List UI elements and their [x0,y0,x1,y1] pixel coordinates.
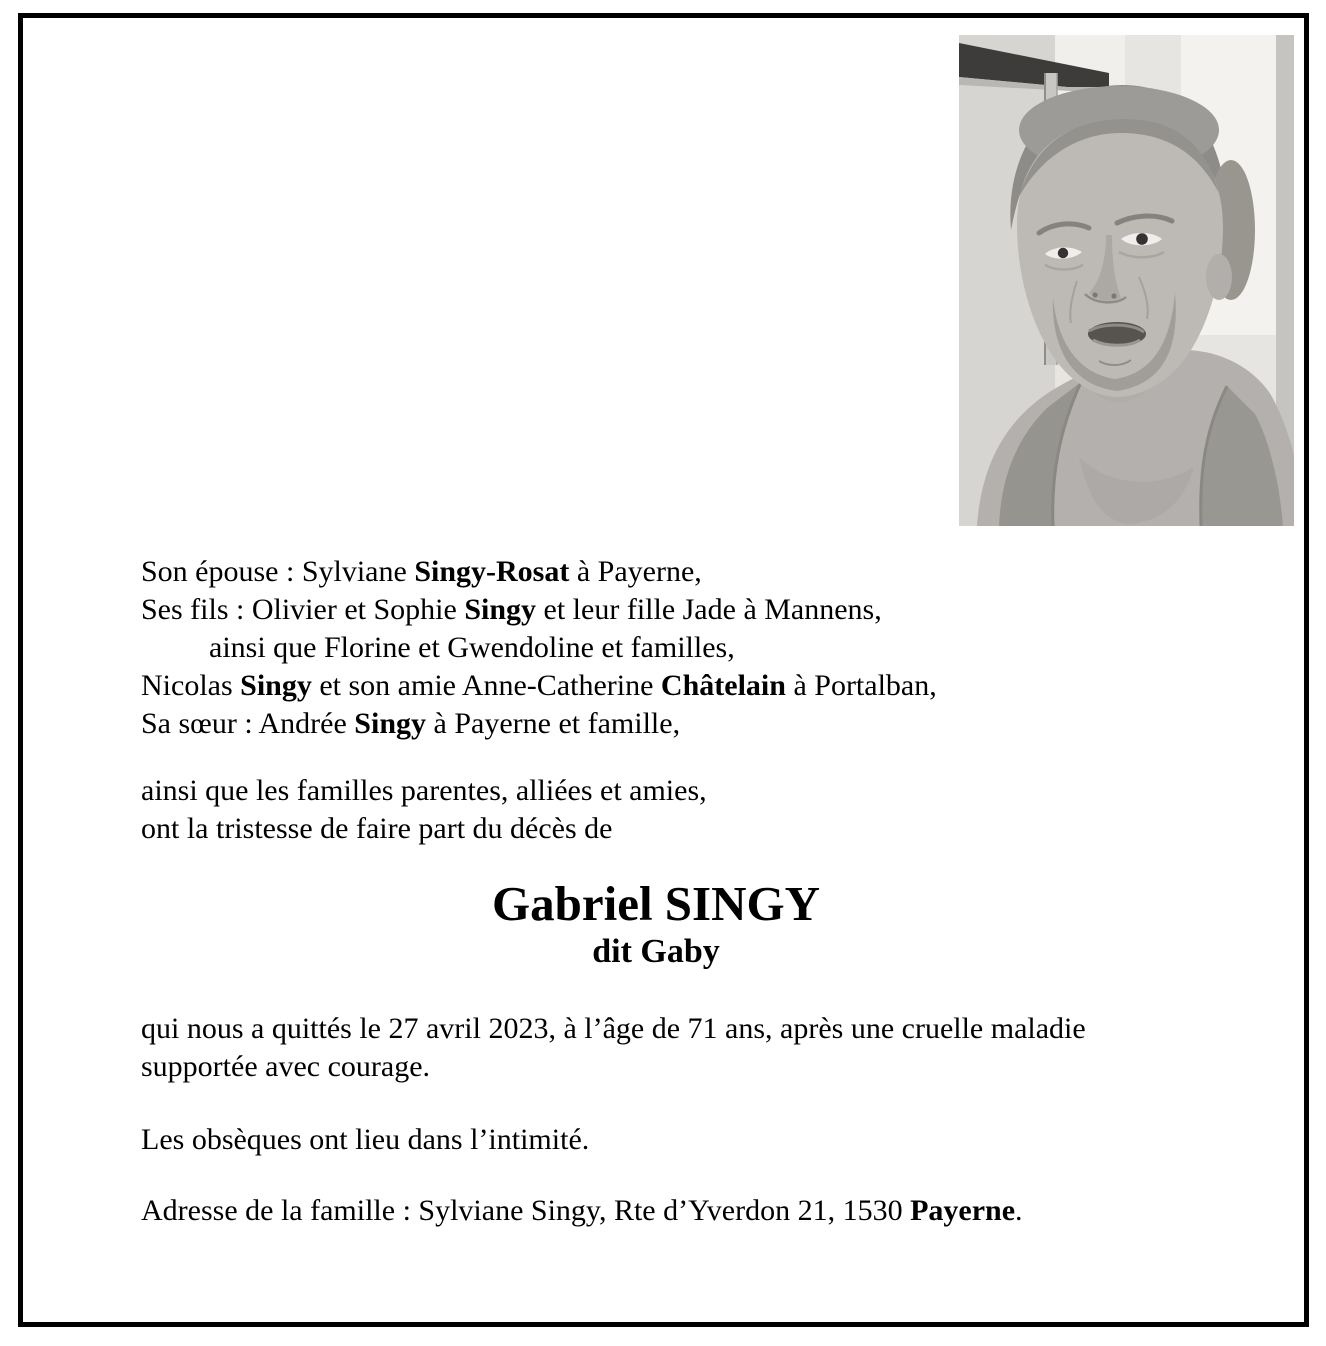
text-line: ont la tristesse de faire part du décès de [141,812,613,845]
text-line: Nicolas Singy et son amie Anne-Catherine Châtelain à Portalban, [141,669,937,702]
funeral-notice [141,1121,1171,1159]
family-list [141,553,1171,743]
death-details-paragraph [141,1010,1171,1086]
announcement-content [141,553,1171,1230]
text-line: Ses fils : Olivier et Sophie Singy et leur fille Jade à Mannens, [141,593,882,626]
deceased-nickname: dit Gaby [592,933,720,970]
text-line: Son épouse : Sylviane Singy-Rosat à Payerne, [141,555,702,588]
text-line: ainsi que les familles parentes, alliées et amies, [141,774,707,807]
text-line: ainsi que Florine et Gwendoline et familles, [209,631,735,664]
portrait-photo-graphic [959,35,1294,526]
text-line: Les obsèques ont lieu dans l’intimité. [141,1123,590,1156]
text-line: Sa sœur : Andrée Singy à Payerne et famille, [141,707,681,740]
text-line: qui nous a quittés le 27 avril 2023, à l’âge de 71 ans, après une cruelle maladie [141,1012,1086,1045]
text-line: Adresse de la famille : Sylviane Singy, Rte d’Yverdon 21, 1530 Payerne. [141,1194,1023,1227]
portrait-photo [959,35,1294,526]
deceased-name: Gabriel SINGY [491,876,821,931]
family-address [141,1192,1171,1230]
intro-paragraph [141,772,1171,848]
text-line: supportée avec courage. [141,1050,431,1083]
